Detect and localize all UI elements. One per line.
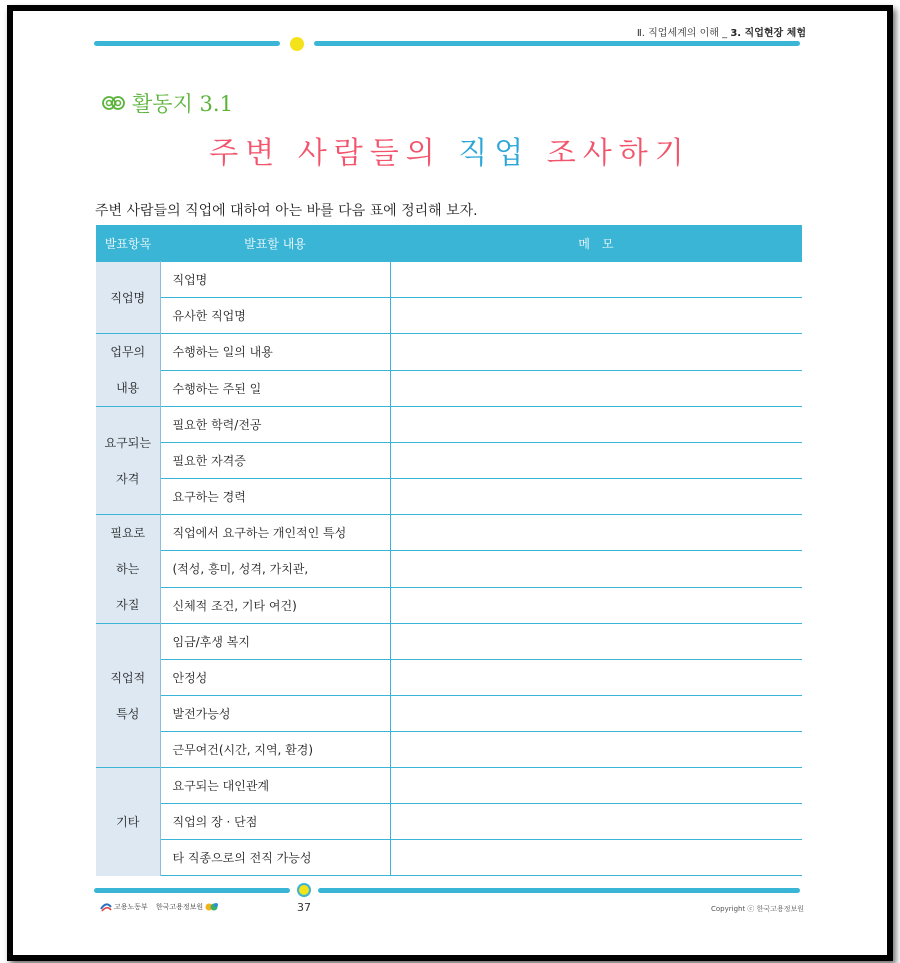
flower-icon [100,94,126,112]
item-cell: 발전가능성 [160,696,390,732]
table-row [96,370,802,407]
table-row [96,840,802,876]
item-cell: 임금/후생 복지 [160,624,390,660]
item-cell: 요구되는 대인관계 [160,768,390,804]
table-row [96,334,802,371]
footer-rule-left [94,888,290,893]
worksheet-title [0,128,900,172]
memo-cell[interactable] [390,624,802,660]
category-cell: 직업명 [96,262,160,334]
item-cell: 직업명 [160,262,390,298]
memo-cell[interactable] [390,407,802,443]
memo-cell[interactable] [390,660,802,696]
category-cell: 업무의 내용 [96,334,160,407]
memo-cell[interactable] [390,732,802,768]
header-rule-left [94,41,280,46]
header-category: 발표항목 [96,225,160,262]
activity-label: 활동지 3.1 [132,92,233,116]
table-row [96,407,802,443]
memo-cell[interactable] [390,587,802,623]
keis-logo-icon [205,902,219,912]
ministry-logo-icon [100,902,112,912]
header-rule-right [314,41,800,46]
item-cell: 안정성 [160,660,390,696]
table-row [96,696,802,732]
memo-cell[interactable] [390,443,802,479]
memo-cell[interactable] [390,840,802,876]
memo-cell[interactable] [390,804,802,840]
footer-logos [100,902,219,912]
item-cell: 근무여건(시간, 지역, 환경) [160,732,390,768]
item-cell: 필요한 학력/전공 [160,407,390,443]
category-cell: 필요로 하는 자질 [96,515,160,624]
survey-table [96,225,802,876]
table-row [96,262,802,298]
item-cell: 타 직종으로의 전직 가능성 [160,840,390,876]
title-part2: 조사하기 [530,136,691,171]
breadcrumb-current: 3. 직업현장 체험 [730,28,806,39]
category-cell: 직업적 특성 [96,624,160,768]
memo-cell[interactable] [390,515,802,551]
memo-cell[interactable] [390,262,802,298]
header-dot [290,37,304,51]
table-row [96,804,802,840]
memo-cell[interactable] [390,696,802,732]
item-cell: 직업의 장 · 단점 [160,804,390,840]
memo-cell[interactable] [390,298,802,334]
memo-cell[interactable] [390,768,802,804]
table-header-row [96,225,802,262]
table-row [96,624,802,660]
table-row [96,768,802,804]
item-cell: 요구하는 경력 [160,479,390,515]
copyright-text: Copyright ⓒ 한국고용정보원 [711,905,804,913]
item-cell: 수행하는 주된 일 [160,370,390,407]
breadcrumb-section: Ⅱ. 직업세계의 이해 _ [636,28,728,39]
page-number: 37 [297,901,311,914]
table-row [96,660,802,696]
table-body [96,262,802,876]
title-part1: 주변 사람들의 [209,136,459,171]
category-cell: 기타 [96,768,160,876]
table-row [96,515,802,551]
footer-dot [297,883,311,897]
memo-cell[interactable] [390,551,802,587]
memo-cell[interactable] [390,479,802,515]
table-row [96,443,802,479]
activity-heading [100,88,233,118]
logo-left-text: 고용노동부 [114,903,148,911]
table-row [96,298,802,334]
memo-cell[interactable] [390,370,802,407]
item-cell: 직업에서 요구하는 개인적인 특성 [160,515,390,551]
footer-rule-right [318,888,800,893]
category-cell: 요구되는 자격 [96,407,160,515]
table-row [96,587,802,623]
intro-text: 주변 사람들의 직업에 대하여 아는 바를 다음 표에 정리해 보자. [95,203,478,219]
item-cell: 유사한 직업명 [160,298,390,334]
header-memo: 메 모 [390,225,802,262]
item-cell: (적성, 흥미, 성격, 가치관, [160,551,390,587]
ministry-logo [100,902,148,912]
logo-right-text: 한국고용정보원 [155,903,204,911]
header-content: 발표할 내용 [160,225,390,262]
table-row [96,479,802,515]
keis-logo [156,902,219,912]
item-cell: 수행하는 일의 내용 [160,334,390,371]
breadcrumb [637,24,806,39]
item-cell: 필요한 자격증 [160,443,390,479]
table-row [96,551,802,587]
memo-cell[interactable] [390,334,802,371]
item-cell: 신체적 조건, 기타 여건) [160,587,390,623]
table-row [96,732,802,768]
title-accent: 직업 [458,136,531,171]
